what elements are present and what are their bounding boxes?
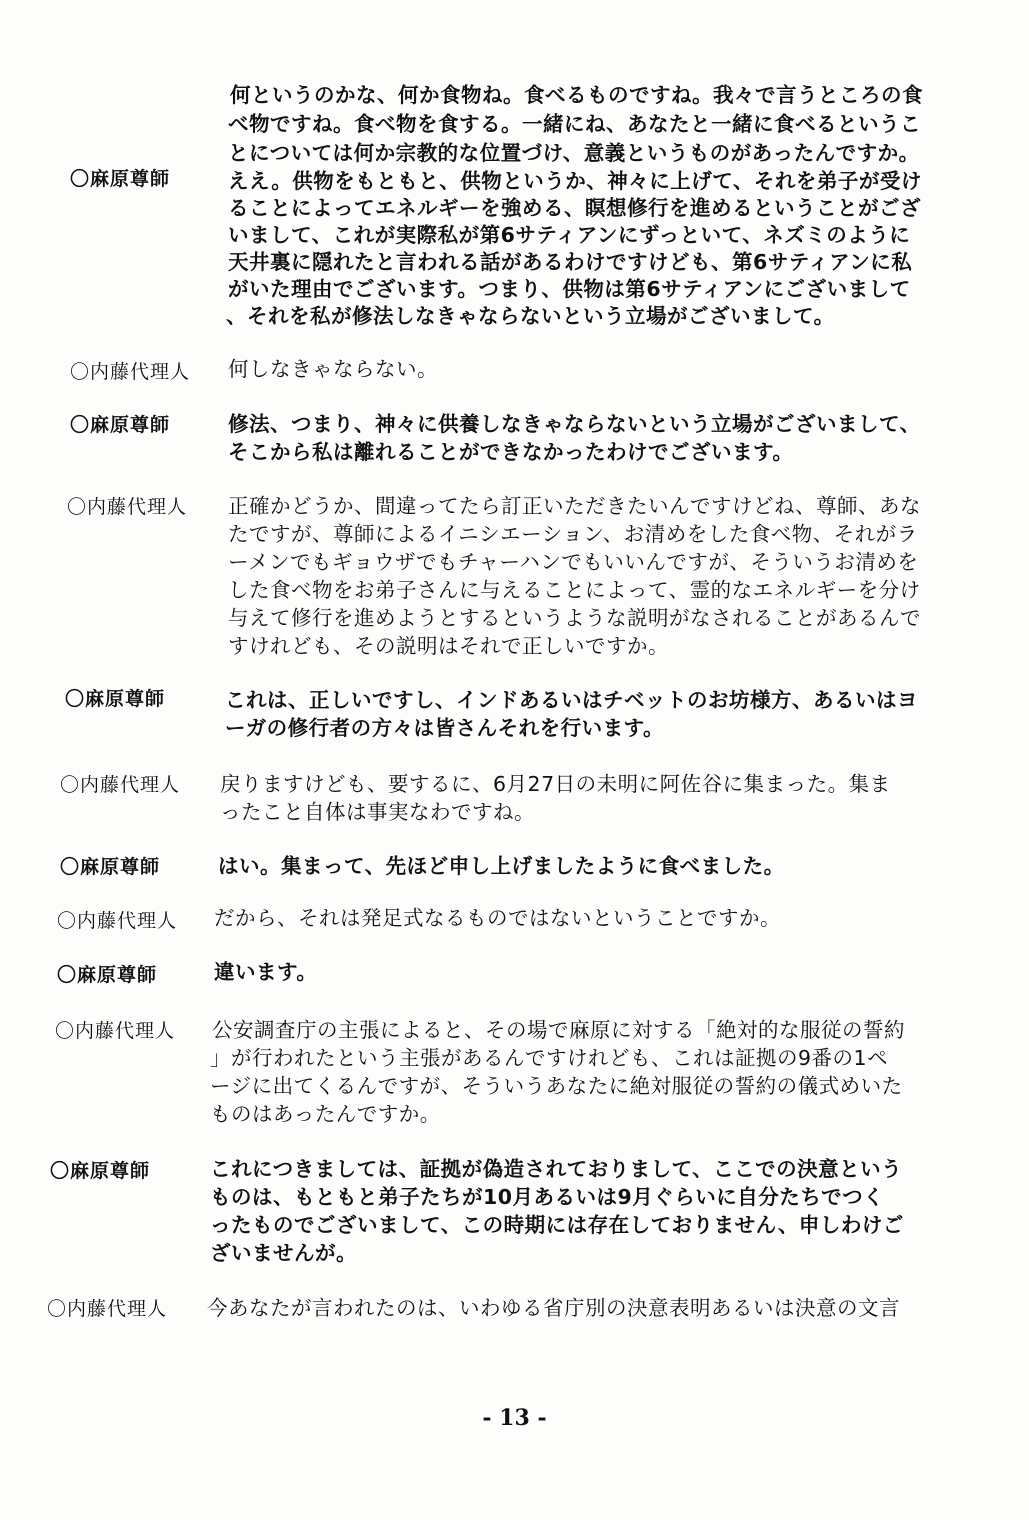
entry-line: はい。集まって、先ほど申し上げましたように食べました。: [218, 854, 785, 878]
entry-line: だから、それは発足式なるものではないということですか。: [214, 906, 781, 930]
speaker-label: 〇内藤代理人: [57, 910, 178, 932]
entry-line: ーガの修行者の方々は皆さんそれを行います。: [225, 716, 664, 740]
entry-line: 公安調査庁の主張によると、その場で麻原に対する「絶対的な服従の誓約: [212, 1018, 905, 1042]
entry-line: 正確かどうか、間違ってたら訂正いただきたいんですけどね、尊師、あな: [228, 494, 921, 518]
entry-line: ものはあったんですか。: [210, 1102, 441, 1126]
entry-line: そこから私は離れることができなかったわけでございます。: [228, 440, 794, 464]
entry-line: ることによってエネルギーを強める、瞑想修行を進めるということがござ: [228, 196, 921, 220]
speaker-label: 〇麻原尊師: [57, 964, 158, 986]
entry-line: がいた理由でございます。つまり、供物は第6サティアンにございまして: [228, 277, 911, 301]
entry-line: たですが、尊師によるイニシエーション、お清めをした食べ物、それがラ: [228, 522, 918, 546]
speaker-label: 〇麻原尊師: [60, 856, 161, 878]
entry-line: これは、正しいですし、インドあるいはチベットのお坊様方、あるいはヨ: [225, 688, 918, 712]
entry-line: 何しなきゃならない。: [228, 357, 438, 381]
speaker-label: 〇麻原尊師: [50, 1160, 151, 1182]
entry-line: ーメンでもギョウザでもチャーハンでもいいんですが、そういうお清めを: [228, 550, 919, 574]
entry-line: すけれども、その説明はそれで正しいですか。: [228, 634, 669, 658]
entry-line: 」が行われたという主張があるんですけれども、これは証拠の9番の1ペ: [210, 1046, 889, 1070]
entry-line: 修法、つまり、神々に供養しなきゃならないという立場がございまして、: [228, 412, 921, 436]
entry-line: ざいませんが。: [210, 1241, 357, 1265]
speaker-label: 〇麻原尊師: [70, 168, 171, 190]
speaker-label: 〇麻原尊師: [70, 414, 171, 436]
entry-line: 違います。: [214, 960, 318, 984]
entry-line: ええ。供物をもともと、供物というか、神々に上げて、それを弟子が受け: [228, 169, 922, 193]
entry-line: 与えて修行を進めようとするというような説明がなされることがあるんで: [228, 606, 921, 630]
speaker-label: 〇内藤代理人: [67, 496, 188, 518]
page-number: - 13 -: [482, 1405, 547, 1431]
speaker-label: 〇麻原尊師: [65, 688, 166, 710]
entry-line: した食べ物をお弟子さんに与えることによって、霊的なエネルギーを分け: [228, 578, 921, 602]
entry-line: 天井裏に隠れたと言われる話があるわけですけども、第6サティアンに私: [228, 250, 913, 274]
entry-line: ものは、もともと弟子たちが10月あるいは9月ぐらいに自分たちでつく: [210, 1185, 885, 1209]
entry-line: 戻りますけども、要するに、6月27日の未明に阿佐谷に集まった。集ま: [220, 772, 891, 796]
speaker-label: 〇内藤代理人: [47, 1298, 168, 1320]
entry-line: 、それを私が修法しなきゃならないという立場がございまして。: [226, 304, 835, 328]
entry-line: とについては何か宗教的な位置づけ、意義というものがあったんですか。: [228, 141, 920, 165]
entry-line: ったこと自体は事実なわですね。: [220, 800, 535, 824]
entry-line: 今あなたが言われたのは、いわゆる省庁別の決意表明あるいは決意の文言: [207, 1296, 900, 1320]
speaker-label: 〇内藤代理人: [70, 361, 191, 383]
entry-line: ージに出てくるんですが、そういうあなたに絶対服従の誓約の儀式めいた: [210, 1074, 903, 1098]
entry-line: 何というのかな、何か食物ね。食べるものですね。我々で言うところの食: [230, 83, 923, 107]
entry-line: べ物ですね。食べ物を食する。一緒にね、あなたと一緒に食べるというこ: [228, 112, 921, 136]
speaker-label: 〇内藤代理人: [60, 774, 181, 796]
entry-line: いまして、これが実際私が第6サティアンにずっといて、ネズミのように: [228, 223, 911, 247]
entry-line: ったものでございまして、この時期には存在しておりません、申しわけご: [210, 1213, 904, 1237]
speaker-label: 〇内藤代理人: [55, 1020, 176, 1042]
entry-line: これにつきましては、証拠が偽造されておりまして、ここでの決意という: [210, 1157, 903, 1181]
